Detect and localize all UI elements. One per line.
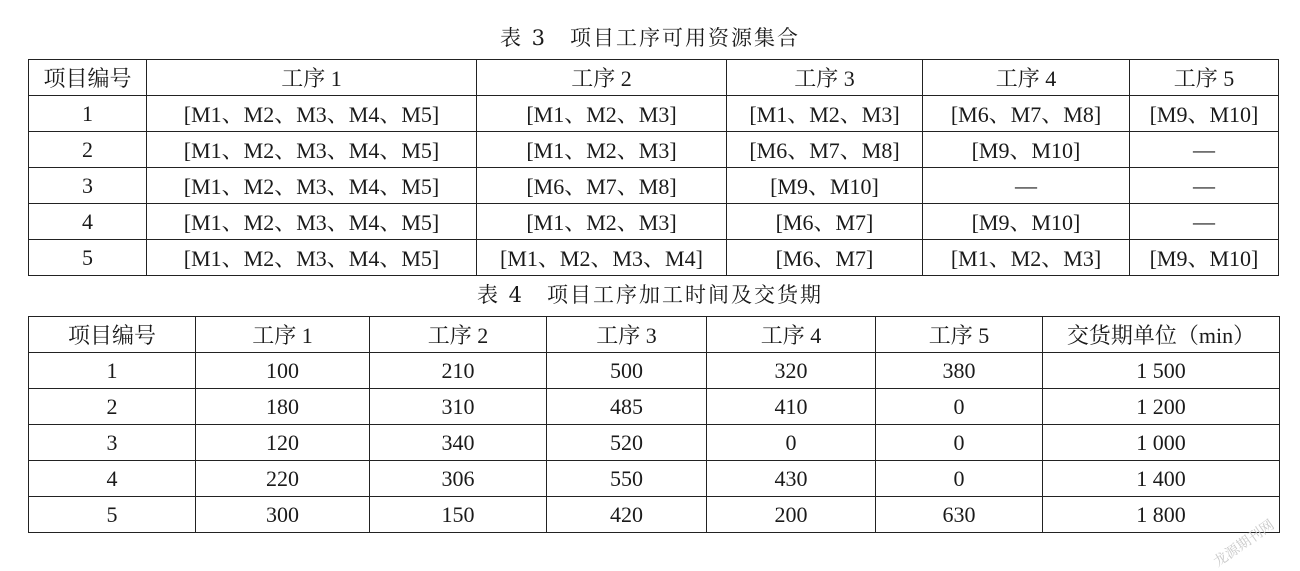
header-cell: 工序 3 (727, 60, 923, 96)
table-cell: 485 (547, 389, 707, 425)
table-cell: [M9、M10] (1130, 96, 1279, 132)
table-cell: [M9、M10] (727, 168, 923, 204)
table-cell: 5 (29, 497, 196, 533)
table-cell: 380 (876, 353, 1043, 389)
table-row (29, 240, 1279, 276)
table-cell: 2 (29, 132, 147, 168)
table-cell: 420 (547, 497, 707, 533)
table-cell: [M6、M7、M8] (477, 168, 727, 204)
table-cell: 100 (196, 353, 370, 389)
table-cell: 310 (370, 389, 547, 425)
table-cell: 550 (547, 461, 707, 497)
table-row (29, 96, 1279, 132)
header-cell: 工序 2 (477, 60, 727, 96)
table-cell: — (1130, 132, 1279, 168)
header-cell: 工序 2 (370, 317, 547, 353)
table-cell: 1 200 (1043, 389, 1280, 425)
table-cell: [M1、M2、M3] (923, 240, 1130, 276)
table-cell: [M6、M7] (727, 240, 923, 276)
table-cell: — (1130, 204, 1279, 240)
table-cell: 0 (707, 425, 876, 461)
table-cell: 1 000 (1043, 425, 1280, 461)
table-cell: 520 (547, 425, 707, 461)
table-cell: 1 500 (1043, 353, 1280, 389)
table-cell: — (923, 168, 1130, 204)
table-cell: [M1、M2、M3] (477, 204, 727, 240)
table-cell: 3 (29, 168, 147, 204)
header-cell: 项目编号 (29, 60, 147, 96)
table-cell: [M6、M7] (727, 204, 923, 240)
table-cell: 1 800 (1043, 497, 1280, 533)
table-cell: 430 (707, 461, 876, 497)
table-cell: 500 (547, 353, 707, 389)
table3-caption: 表 3 项目工序可用资源集合 (499, 26, 801, 50)
table-header-row (29, 317, 1280, 353)
table-header-row (29, 60, 1279, 96)
table-cell: 220 (196, 461, 370, 497)
table-cell: 0 (876, 425, 1043, 461)
header-cell: 工序 3 (547, 317, 707, 353)
table-cell: 410 (707, 389, 876, 425)
header-cell: 工序 5 (1130, 60, 1279, 96)
table-cell: 3 (29, 425, 196, 461)
table-row (29, 497, 1280, 533)
table-cell: [M6、M7、M8] (727, 132, 923, 168)
table-cell: [M1、M2、M3] (477, 96, 727, 132)
resource-set-table (28, 59, 1279, 276)
table-row (29, 461, 1280, 497)
table-cell: 630 (876, 497, 1043, 533)
table-cell: 210 (370, 353, 547, 389)
table-cell: 1 (29, 96, 147, 132)
header-cell: 工序 4 (923, 60, 1130, 96)
table-cell: [M1、M2、M3、M4] (477, 240, 727, 276)
table-row (29, 168, 1279, 204)
table-cell: 180 (196, 389, 370, 425)
table-cell: [M1、M2、M3、M4、M5] (147, 132, 477, 168)
watermark: 龙源期刊网 (1210, 517, 1278, 571)
table-cell: [M1、M2、M3、M4、M5] (147, 240, 477, 276)
table-cell: 4 (29, 204, 147, 240)
header-cell: 工序 1 (196, 317, 370, 353)
table-row (29, 204, 1279, 240)
table-cell: 150 (370, 497, 547, 533)
table-cell: [M9、M10] (923, 132, 1130, 168)
header-cell: 工序 1 (147, 60, 477, 96)
table-cell: 300 (196, 497, 370, 533)
table-cell: [M1、M2、M3、M4、M5] (147, 168, 477, 204)
table-cell: 306 (370, 461, 547, 497)
table-cell: [M6、M7、M8] (923, 96, 1130, 132)
table-cell: [M9、M10] (1130, 240, 1279, 276)
processing-time-table (28, 316, 1280, 533)
table-cell: 1 (29, 353, 196, 389)
table-cell: [M1、M2、M3、M4、M5] (147, 204, 477, 240)
table-cell: 4 (29, 461, 196, 497)
table-cell: [M1、M2、M3] (477, 132, 727, 168)
header-cell: 工序 5 (876, 317, 1043, 353)
table-cell: 200 (707, 497, 876, 533)
table-cell: 0 (876, 461, 1043, 497)
table-cell: [M1、M2、M3、M4、M5] (147, 96, 477, 132)
header-cell: 工序 4 (707, 317, 876, 353)
table-cell: 340 (370, 425, 547, 461)
table-cell: — (1130, 168, 1279, 204)
table-cell: [M9、M10] (923, 204, 1130, 240)
header-cell: 项目编号 (29, 317, 196, 353)
table-cell: 0 (876, 389, 1043, 425)
table-row (29, 425, 1280, 461)
table4-caption: 表 4 项目工序加工时间及交货期 (476, 283, 824, 307)
table-cell: [M1、M2、M3] (727, 96, 923, 132)
table-cell: 1 400 (1043, 461, 1280, 497)
table-cell: 320 (707, 353, 876, 389)
table-row (29, 389, 1280, 425)
table-cell: 120 (196, 425, 370, 461)
table-row (29, 353, 1280, 389)
header-cell: 交货期单位（min） (1043, 317, 1280, 353)
table-row (29, 132, 1279, 168)
table-cell: 2 (29, 389, 196, 425)
table-cell: 5 (29, 240, 147, 276)
